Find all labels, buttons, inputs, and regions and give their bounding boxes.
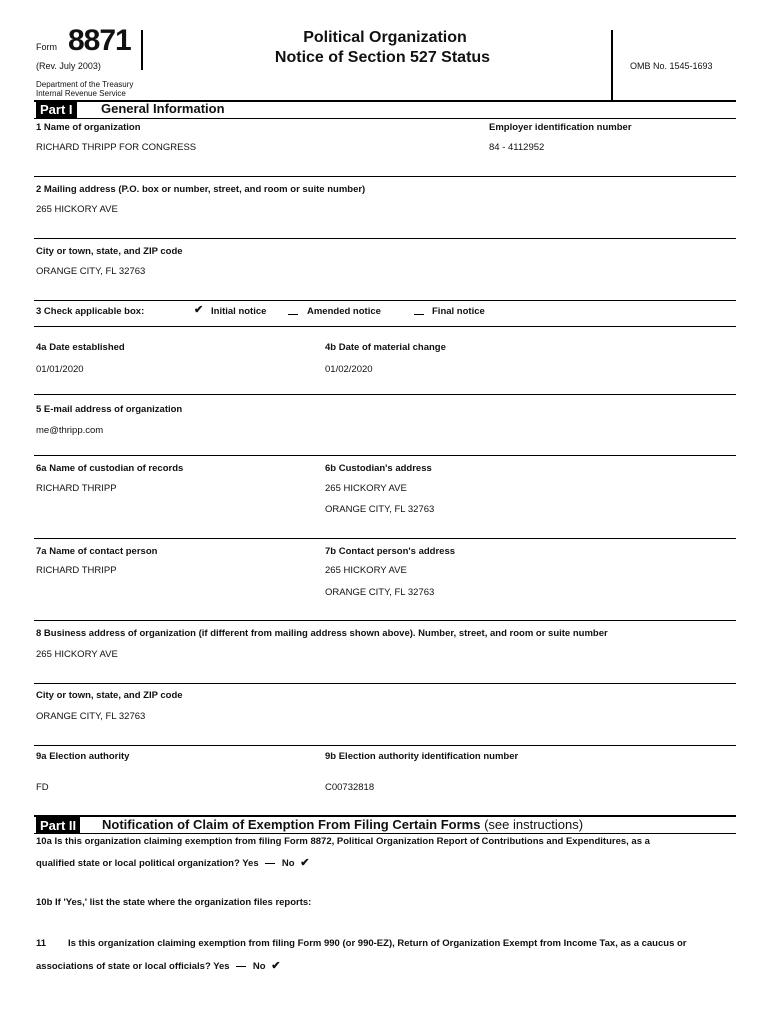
part-1-rule [34,118,736,119]
q11-question: associations of state or local officials? Yes [36,961,230,972]
ein-label: Employer identification number [489,122,632,133]
custodian-address-label: 6b Custodian's address [325,463,432,474]
city-2-label: City or town, state, and ZIP code [36,690,183,701]
form-word: Form [36,42,57,52]
part-1-title: General Information [101,101,225,116]
q10a-yes-checkbox[interactable] [265,863,275,864]
q11-line-2 [36,959,280,972]
part-2-title-suffix: (see instructions) [480,817,584,832]
date-established-label: 4a Date established [36,342,125,353]
email-value[interactable]: me@thripp.com [36,425,104,436]
department-line-1: Department of the Treasury [36,80,134,89]
q11-number: 11 [36,938,47,949]
custodian-address-line-1[interactable]: 265 HICKORY AVE [325,483,407,494]
date-change-value[interactable]: 01/02/2020 [325,364,373,375]
rule-2 [34,238,736,239]
header-divider-left [141,30,143,70]
election-authority-label: 9a Election authority [36,751,130,762]
amended-notice-label: Amended notice [307,306,381,317]
part-2-title [102,817,583,832]
election-id-label: 9b Election authority identification number [325,751,519,762]
contact-name-label: 7a Name of contact person [36,546,158,557]
rule-6 [34,455,736,456]
rule-5 [34,394,736,395]
q10a-line-2 [36,856,309,869]
rule-3 [34,300,736,301]
q11-no-checkmark-icon[interactable]: ✔ [271,960,281,972]
org-name-label: 1 Name of organization [36,122,141,133]
form-title-2: Notice of Section 527 Status [274,49,491,66]
q10a-no-label: No [281,858,295,869]
rule-8 [34,620,736,621]
part-2-rule [34,833,736,834]
q11-no-label: No [252,961,266,972]
part-2-tag: Part II [36,817,80,834]
rule-10 [34,745,736,746]
form-title-1: Political Organization [303,29,467,46]
election-id-value[interactable]: C00732818 [325,782,375,793]
amended-notice-checkbox[interactable] [288,314,298,315]
q10a-no-checkmark-icon[interactable]: ✔ [300,857,310,869]
contact-name-value[interactable]: RICHARD THRIPP [36,565,117,576]
custodian-address-line-2[interactable]: ORANGE CITY, FL 32763 [325,504,435,515]
initial-notice-checkmark-icon[interactable]: ✔ [194,304,204,316]
header-divider-right [611,30,613,100]
q11-line-1: Is this organization claiming exemption from filing Form 990 (or 990-EZ), Return of Organization Exempt from Income Tax, as a caucus or [68,938,687,949]
contact-address-line-1[interactable]: 265 HICKORY AVE [325,565,407,576]
contact-address-line-2[interactable]: ORANGE CITY, FL 32763 [325,587,435,598]
form-number: 8871 [68,24,131,57]
q10a-question: qualified state or local political organization? Yes [36,858,259,869]
omb-number: OMB No. 1545-1693 [630,61,713,71]
city-label: City or town, state, and ZIP code [36,246,183,257]
email-label: 5 E-mail address of organization [36,404,183,415]
custodian-name-value[interactable]: RICHARD THRIPP [36,483,117,494]
form-revision: (Rev. July 2003) [36,61,101,71]
rule-9 [34,683,736,684]
date-change-label: 4b Date of material change [325,342,446,353]
business-address-label: 8 Business address of organization (if different from mailing address shown above). Number, street, and room or suite number [36,628,608,639]
rule-1 [34,176,736,177]
part-1-tag: Part I [36,101,77,118]
final-notice-checkbox[interactable] [414,314,424,315]
q11-yes-checkbox[interactable] [236,966,246,967]
part-2-title-main: Notification of Claim of Exemption From Filing Certain Forms [102,817,481,832]
rule-7 [34,538,736,539]
custodian-name-label: 6a Name of custodian of records [36,463,184,474]
contact-address-label: 7b Contact person's address [325,546,456,557]
mailing-address-value[interactable]: 265 HICKORY AVE [36,204,118,215]
check-box-label: 3 Check applicable box: [36,306,145,317]
business-address-value[interactable]: 265 HICKORY AVE [36,649,118,660]
org-name-value[interactable]: RICHARD THRIPP FOR CONGRESS [36,142,197,153]
department-line-2: Internal Revenue Service [36,89,126,98]
mailing-address-label: 2 Mailing address (P.O. box or number, street, and room or suite number) [36,184,366,195]
ein-value[interactable]: 84 - 4112952 [489,142,545,153]
election-authority-value[interactable]: FD [36,782,49,793]
city-value[interactable]: ORANGE CITY, FL 32763 [36,266,146,277]
date-established-value[interactable]: 01/01/2020 [36,364,84,375]
final-notice-label: Final notice [432,306,485,317]
city-2-value[interactable]: ORANGE CITY, FL 32763 [36,711,146,722]
q10a-line-1: 10a Is this organization claiming exemption from filing Form 8872, Political Organization Report of Contributions and Expenditures, as a [36,836,650,847]
initial-notice-label: Initial notice [211,306,267,317]
q10b-label: 10b If 'Yes,' list the state where the organization files reports: [36,897,312,908]
rule-4 [34,326,736,327]
